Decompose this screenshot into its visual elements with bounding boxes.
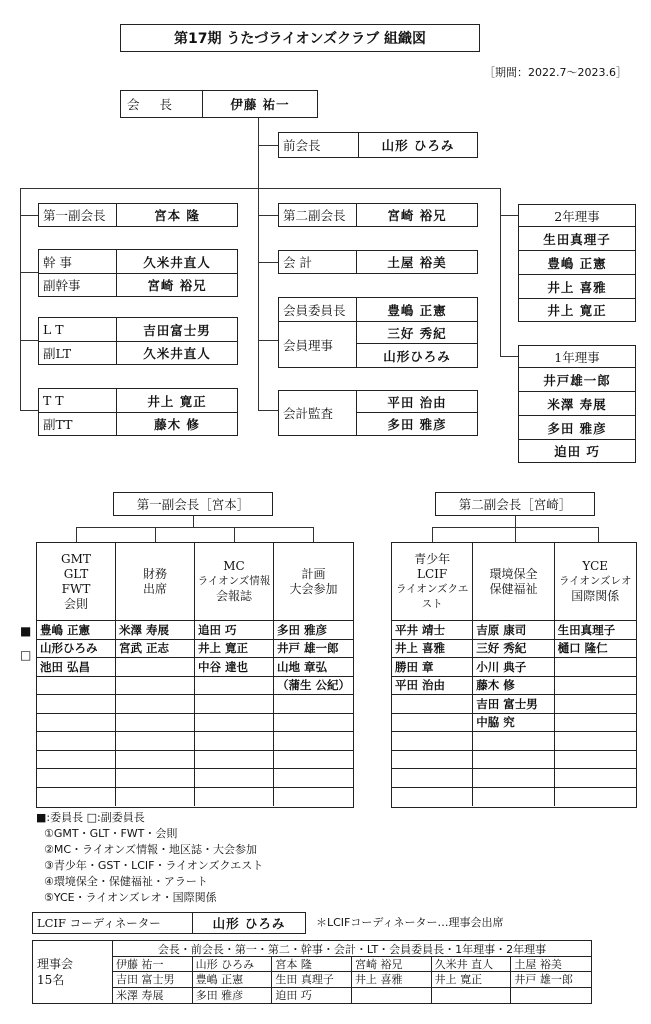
vp2-group-column-header-line: 環境保全 bbox=[489, 566, 538, 581]
vp1-group-member-cell bbox=[116, 751, 195, 770]
vp1-group-member-cell bbox=[274, 695, 353, 714]
vice-tt-name: 藤木 修 bbox=[154, 417, 200, 432]
board-member-cell: 土屋 裕美 bbox=[511, 957, 591, 972]
directors-1yr-name: 多田 雅彦 bbox=[519, 416, 635, 440]
directors-2yr-name: 豊嶋 正憲 bbox=[519, 251, 635, 275]
secretary-name: 久米井直人 bbox=[117, 250, 237, 274]
vp1-group-member-cell bbox=[274, 732, 353, 751]
vp1-group-member-cell bbox=[116, 714, 195, 733]
vp2-group-column-header-line: ライオンズクエスト bbox=[395, 582, 469, 610]
vp2-group-title-box bbox=[435, 492, 595, 516]
vp2-group-member-cell bbox=[392, 695, 473, 714]
vp1-group-column-header-line: FWT bbox=[61, 581, 91, 596]
vp2-group-member-cell bbox=[555, 769, 636, 788]
chair-mark: ■ bbox=[20, 624, 32, 638]
membership-chair-role: 会員委員長 bbox=[279, 298, 357, 322]
vp1-group-member-cell: 井戸 雄一郎 bbox=[274, 640, 353, 659]
vp2-group-member-cell bbox=[473, 732, 554, 751]
lcif-name: 山形 ひろみ bbox=[212, 916, 286, 931]
vp2-group-member-cell bbox=[555, 677, 636, 696]
vp2-group-member-cell bbox=[392, 732, 473, 751]
vice-chair-mark: □ bbox=[20, 648, 32, 662]
board-member-cell: 宮崎 裕兄 bbox=[352, 957, 432, 972]
vp2-name: 宮崎 裕兄 bbox=[387, 208, 447, 223]
vp1-group-column-header-line: GMT bbox=[61, 551, 91, 566]
vp2-group-column-header-line: 国際関係 bbox=[571, 589, 620, 603]
board-member-cell: 米澤 寿展 bbox=[113, 988, 193, 1003]
lt-role: L T bbox=[39, 318, 117, 342]
vp2-group-member-cell: 三好 秀紀 bbox=[473, 640, 554, 659]
secretary-box bbox=[38, 249, 238, 297]
page-title: 第17期 うたづライオンズクラブ 組織図 bbox=[174, 31, 426, 47]
directors-2yr-name: 井上 寛正 bbox=[547, 303, 607, 318]
vp1-group-column-header-line: 会報誌 bbox=[215, 589, 252, 603]
period-label: ［期間：2022.7～2023.6］ bbox=[484, 66, 627, 79]
vp1-group-member-cell: （蒲生 公紀） bbox=[274, 677, 353, 696]
vp2-group-member-cell bbox=[392, 769, 473, 788]
vp1-group-member-cell bbox=[116, 769, 195, 788]
vp1-group-member-cell: 池田 弘昌 bbox=[37, 658, 116, 677]
vp1-group-member-cell bbox=[37, 788, 116, 807]
vp1-group-column-header-line: GLT bbox=[63, 566, 89, 581]
vp1-group-column-header-line: ライオンズ情報 bbox=[197, 575, 271, 587]
vp2-group-member-cell: 井上 喜雅 bbox=[392, 640, 473, 659]
vp2-group-member-cell: 藤木 修 bbox=[473, 677, 554, 696]
president-role: 会 長 bbox=[121, 91, 203, 117]
directors-2yr-name: 井上 喜雅 bbox=[519, 275, 635, 299]
board-member-cell: 伊藤 祐一 bbox=[113, 957, 193, 972]
vp1-group-table bbox=[36, 542, 354, 808]
membership-director-name-2: 山形ひろみ bbox=[383, 348, 451, 364]
president-box bbox=[120, 90, 318, 118]
vp1-group-member-cell: 多田 雅彦 bbox=[274, 621, 353, 640]
vp1-group-member-cell bbox=[116, 695, 195, 714]
board-member-cell: 宮本 隆 bbox=[272, 957, 352, 972]
auditor-role: 会計監査 bbox=[279, 391, 357, 435]
vp1-group-member-cell bbox=[195, 732, 274, 751]
vp2-group-column-header-line: LCIF bbox=[417, 566, 448, 581]
vice-lt-role: 副LT bbox=[39, 342, 117, 364]
vp2-group-member-cell bbox=[555, 658, 636, 677]
vp1-group-member-cell: 山地 章弘 bbox=[274, 658, 353, 677]
vp2-group-member-cell bbox=[473, 788, 554, 807]
tt-name: 井上 寛正 bbox=[117, 389, 237, 413]
vp2-group-member-cell: 吉田 富士男 bbox=[473, 695, 554, 714]
tt-box bbox=[38, 388, 238, 436]
lt-name: 吉田富士男 bbox=[117, 318, 237, 342]
board-member-cell: 井戸 雄一郎 bbox=[511, 972, 591, 987]
lcif-box bbox=[32, 912, 306, 934]
vp1-group-member-cell bbox=[37, 769, 116, 788]
board-member-cell: 山形 ひろみ bbox=[193, 957, 273, 972]
treasurer-name: 土屋 裕美 bbox=[387, 255, 447, 270]
board-count: 15名 bbox=[37, 973, 65, 987]
legend-item: ②MC・ライオンズ情報・地区誌・大会参加 bbox=[44, 843, 258, 856]
board-member-cell bbox=[511, 988, 591, 1003]
vp2-group-member-cell bbox=[555, 788, 636, 807]
treasurer-box bbox=[278, 250, 478, 274]
legend-item: ⑤YCE・ライオンズレオ・国際関係 bbox=[44, 891, 217, 904]
board-label: 理事会 bbox=[37, 957, 74, 971]
vp1-group-column-header bbox=[116, 543, 195, 621]
vp2-group-member-cell: 平田 治由 bbox=[392, 677, 473, 696]
vp2-group-member-cell bbox=[555, 714, 636, 733]
vp2-group-column-header-line: YCE bbox=[582, 559, 609, 573]
vp1-group-member-cell bbox=[37, 695, 116, 714]
directors-1yr-name: 井戸雄一郎 bbox=[519, 368, 635, 392]
directors-1yr-title: 1年理事 bbox=[519, 346, 635, 368]
title-box bbox=[120, 24, 480, 52]
vp2-group-member-cell: 中脇 究 bbox=[473, 714, 554, 733]
vp2-group-member-cell: 小川 典子 bbox=[473, 658, 554, 677]
vp1-group-column-header-line: 会則 bbox=[63, 596, 88, 611]
board-member-cell: 生田 真理子 bbox=[272, 972, 352, 987]
vp2-role: 第二副会長 bbox=[279, 204, 357, 226]
vp1-group-member-cell bbox=[37, 677, 116, 696]
vp1-group-member-cell: 中谷 達也 bbox=[195, 658, 274, 677]
vp1-group-member-cell: 宮武 正志 bbox=[116, 640, 195, 659]
vp1-group-column-header-line: 財務 bbox=[142, 566, 167, 581]
membership-director-name-1: 三好 秀紀 bbox=[357, 322, 477, 344]
vp1-group-column-header bbox=[195, 543, 274, 621]
membership-box bbox=[278, 297, 478, 368]
vp2-group-member-cell: 平井 靖士 bbox=[392, 621, 473, 640]
vp1-group-member-cell: 追田 巧 bbox=[195, 621, 274, 640]
vp2-group-column-header bbox=[473, 543, 554, 621]
vp1-group-member-cell bbox=[274, 769, 353, 788]
vp2-group-title: 第二副会長［宮崎］ bbox=[458, 497, 572, 512]
vp1-role: 第一副会長 bbox=[39, 204, 117, 226]
vice-secretary-name: 宮崎 裕兄 bbox=[147, 278, 207, 293]
vp1-group-column-header-line: MC bbox=[223, 559, 245, 573]
vice-tt-role: 副TT bbox=[39, 413, 117, 435]
vp1-group-column-header-line: 計画 bbox=[301, 566, 326, 581]
board-member-cell: 迫田 巧 bbox=[272, 988, 352, 1003]
vp2-group-column-header bbox=[392, 543, 473, 621]
board-box bbox=[32, 940, 592, 1004]
vp1-group-member-cell bbox=[116, 677, 195, 696]
vp1-group-column-header-line: 大会参加 bbox=[289, 581, 338, 596]
directors-1yr-name: 迫田 巧 bbox=[554, 444, 600, 459]
vp1-group-member-cell bbox=[195, 677, 274, 696]
legend-item: ③青少年・GST・LCIF・ライオンズクエスト bbox=[44, 859, 264, 872]
past-president-name: 山形 ひろみ bbox=[381, 138, 455, 153]
president-name: 伊藤 祐一 bbox=[230, 97, 290, 112]
treasurer-role: 会 計 bbox=[279, 251, 357, 273]
vp1-group-member-cell bbox=[195, 751, 274, 770]
auditor-name-1: 平田 治由 bbox=[357, 391, 477, 413]
lcif-note: ＊LCIFコーディネーター…理事会出席 bbox=[316, 916, 504, 929]
membership-chair-name: 豊嶋 正憲 bbox=[357, 298, 477, 322]
vp1-group-member-cell bbox=[37, 714, 116, 733]
vp1-group-member-cell bbox=[195, 714, 274, 733]
lt-box bbox=[38, 317, 238, 365]
tt-role: T T bbox=[39, 389, 117, 413]
vp1-group-title: 第一副会長［宮本］ bbox=[136, 497, 250, 512]
vp2-group-column-header-line: ライオンズレオ bbox=[558, 575, 632, 587]
legend-chair: ■:委員長 □:副委員長 bbox=[36, 811, 145, 824]
directors-2yr-box bbox=[518, 204, 636, 322]
membership-director-role: 会員理事 bbox=[279, 322, 357, 367]
vp1-group-member-cell: 井上 寛正 bbox=[195, 640, 274, 659]
board-member-cell bbox=[352, 988, 432, 1003]
vp1-group-member-cell bbox=[116, 658, 195, 677]
directors-2yr-title: 2年理事 bbox=[519, 205, 635, 227]
vp2-group-member-cell bbox=[473, 751, 554, 770]
board-member-cell bbox=[432, 988, 512, 1003]
past-president-role: 前会長 bbox=[279, 133, 359, 157]
board-member-cell: 井上 寛正 bbox=[432, 972, 512, 987]
legend-item: ①GMT・GLT・FWT・会則 bbox=[44, 827, 178, 840]
vp1-name: 宮本 隆 bbox=[154, 208, 200, 223]
vp2-group-column-header bbox=[555, 543, 636, 621]
vp1-group-member-cell bbox=[37, 751, 116, 770]
vp1-box bbox=[38, 203, 238, 227]
vp1-group-member-cell bbox=[195, 695, 274, 714]
vp2-group-member-cell bbox=[555, 751, 636, 770]
secretary-role: 幹 事 bbox=[39, 250, 117, 274]
vp2-group-member-cell bbox=[392, 714, 473, 733]
vp1-group-member-cell bbox=[37, 732, 116, 751]
vp1-group-title-box bbox=[113, 492, 273, 516]
vp1-group-member-cell bbox=[116, 788, 195, 807]
vp1-group-column-header bbox=[37, 543, 116, 621]
vp2-group-column-header-line: 青少年 bbox=[414, 551, 451, 566]
vp2-group-member-cell bbox=[473, 769, 554, 788]
board-member-cell: 井上 喜雅 bbox=[352, 972, 432, 987]
vp2-group-member-cell: 吉原 康司 bbox=[473, 621, 554, 640]
vp1-group-member-cell: 豊嶋 正憲 bbox=[37, 621, 116, 640]
vp1-group-member-cell bbox=[195, 788, 274, 807]
vice-secretary-role: 副幹事 bbox=[39, 274, 117, 296]
vice-lt-name: 久米井直人 bbox=[143, 346, 211, 361]
auditor-name-2: 多田 雅彦 bbox=[387, 417, 447, 432]
auditor-box bbox=[278, 390, 478, 436]
board-label-cell bbox=[33, 941, 113, 1003]
vp2-group-table bbox=[391, 542, 637, 808]
directors-2yr-name: 生田真理子 bbox=[519, 227, 635, 251]
vp2-group-member-cell bbox=[392, 788, 473, 807]
vp1-group-member-cell bbox=[195, 769, 274, 788]
past-president-box bbox=[278, 132, 478, 158]
vp1-group-member-cell bbox=[274, 714, 353, 733]
vp2-group-member-cell bbox=[555, 695, 636, 714]
vp2-group-member-cell bbox=[392, 751, 473, 770]
board-member-cell: 吉田 富士男 bbox=[113, 972, 193, 987]
vp2-group-member-cell bbox=[555, 732, 636, 751]
board-member-cell: 多田 雅彦 bbox=[193, 988, 273, 1003]
lcif-role: LCIF コーディネーター bbox=[33, 913, 193, 933]
vp1-group-member-cell: 山形ひろみ bbox=[37, 640, 116, 659]
board-member-cell: 久米井 直人 bbox=[432, 957, 512, 972]
vp1-group-column-header-line: 出席 bbox=[142, 581, 167, 596]
vp1-group-column-header bbox=[274, 543, 353, 621]
vp2-group-member-cell: 樋口 隆仁 bbox=[555, 640, 636, 659]
vp2-box bbox=[278, 203, 478, 227]
vp2-group-member-cell: 生田真理子 bbox=[555, 621, 636, 640]
vp1-group-member-cell: 米澤 寿展 bbox=[116, 621, 195, 640]
directors-1yr-box bbox=[518, 345, 636, 463]
vp1-group-member-cell bbox=[274, 751, 353, 770]
vp1-group-member-cell bbox=[116, 732, 195, 751]
legend-item: ④環境保全・保健福祉・アラート bbox=[44, 875, 208, 888]
directors-1yr-name: 米澤 寿展 bbox=[519, 392, 635, 416]
vp2-group-member-cell: 勝田 章 bbox=[392, 658, 473, 677]
vp2-group-column-header-line: 保健福祉 bbox=[489, 581, 538, 596]
board-header: 会長・前会長・第一・第二・幹事・会計・LT・会員委員長・1年理事・2年理事 bbox=[113, 941, 591, 957]
board-member-cell: 豊嶋 正憲 bbox=[193, 972, 273, 987]
vp1-group-member-cell bbox=[274, 788, 353, 807]
